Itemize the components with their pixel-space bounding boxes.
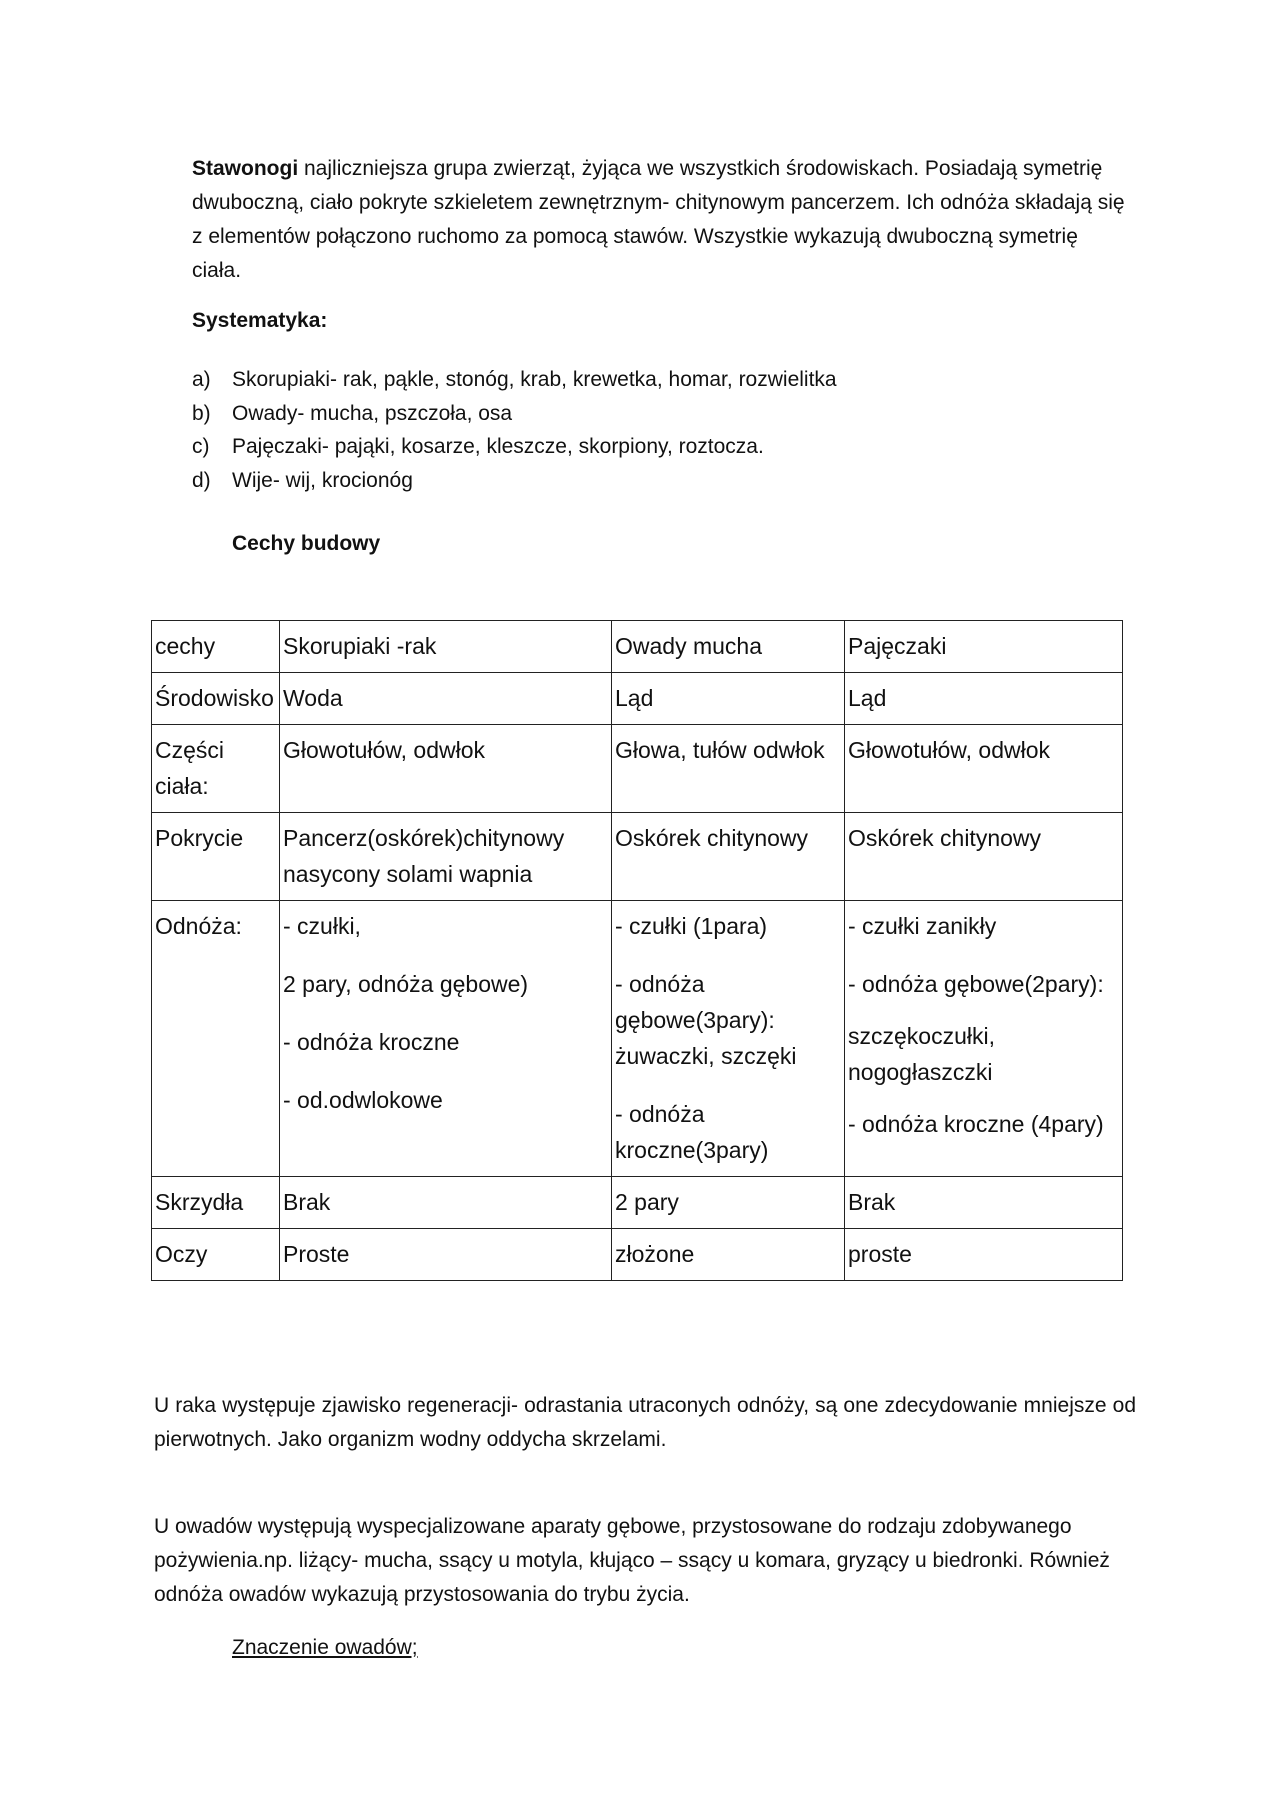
list-marker: c) xyxy=(192,435,210,458)
systematyka-heading: Systematyka: xyxy=(192,309,328,332)
cell-line: - odnóża kroczne (4pary) xyxy=(848,1111,1104,1137)
table-cell: Proste xyxy=(280,1229,612,1281)
table-cell: Ląd xyxy=(612,673,845,725)
table-cell: Brak xyxy=(845,1177,1123,1229)
table-cell xyxy=(280,901,612,1177)
row-label: Skrzydła xyxy=(152,1177,280,1229)
row-label: Środowisko xyxy=(152,673,280,725)
cechy-budowy-heading: Cechy budowy xyxy=(232,532,381,555)
table-cell: Pancerz(oskórek)chitynowy nasycony solami wapnia xyxy=(280,813,612,901)
cell-line: 2 pary, odnóża gębowe) xyxy=(283,971,529,997)
list-marker: b) xyxy=(192,401,211,425)
table-cell: Głowa, tułów odwłok xyxy=(612,725,845,813)
cell-line: - czułki, xyxy=(283,913,361,939)
row-label: Części ciała: xyxy=(152,725,280,813)
table-row xyxy=(152,1177,1123,1229)
list-item xyxy=(192,464,837,498)
systematyka-list xyxy=(192,363,837,497)
table-cell: Głowotułów, odwłok xyxy=(845,725,1123,813)
cell-line: - od.odwlokowe xyxy=(283,1087,443,1113)
table-header-row xyxy=(152,621,1123,673)
list-item xyxy=(192,397,837,431)
owady-paragraph: U owadów występują wyspecjalizowane aparaty gębowe, przystosowane do rodzaju zdobywanego pożywienia.np. liżący- mucha, ssący u motyla, kłująco – ssący u komara, gryzący u biedronki. Również odnóża owadów wykazują przystosowania do trybu życia. xyxy=(154,1515,1110,1606)
cell-line: - odnóża gębowe(3pary): żuwaczki, szczęki xyxy=(615,971,797,1069)
list-item-text: Owady- mucha, pszczoła, osa xyxy=(232,401,513,425)
table-cell xyxy=(612,901,845,1177)
table-cell: złożone xyxy=(612,1229,845,1281)
row-label: Pokrycie xyxy=(152,813,280,901)
row-label: Oczy xyxy=(152,1229,280,1281)
table-header-cell: Skorupiaki -rak xyxy=(280,621,612,673)
cell-line: szczękoczułki, nogogłaszczki xyxy=(848,1023,995,1085)
znaczenie-heading: Znaczenie owadów; xyxy=(232,1636,418,1659)
list-marker: a) xyxy=(192,368,211,391)
list-item xyxy=(192,430,837,464)
table-cell: Brak xyxy=(280,1177,612,1229)
list-item-text: Wije- wij, krocionóg xyxy=(232,468,413,492)
table-cell: Głowotułów, odwłok xyxy=(280,725,612,813)
table-row xyxy=(152,1229,1123,1281)
list-item-text: Pajęczaki- pająki, kosarze, kleszcze, skorpiony, roztocza. xyxy=(232,435,764,458)
cell-line: - czułki zanikły xyxy=(848,913,997,939)
table-header-cell: Pajęczaki xyxy=(845,621,1123,673)
table-cell: 2 pary xyxy=(612,1177,845,1229)
intro-text: najliczniejsza grupa zwierząt, żyjąca we wszystkich środowiskach. Posiadają symetrię dwuboczną, ciało pokryte szkieletem zewnętrznym- chitynowym pancerzem. Ich odnóża składają się z elementów połączono ruchomo za pomocą stawów. Wszystkie wykazują dwuboczną symetrię ciała. xyxy=(192,157,1125,282)
row-label: Odnóża: xyxy=(152,901,280,1177)
features-table xyxy=(151,620,1123,1281)
list-marker: d) xyxy=(192,468,211,492)
list-item-text: Skorupiaki- rak, pąkle, stonóg, krab, krewetka, homar, rozwielitka xyxy=(232,368,837,391)
table-row xyxy=(152,673,1123,725)
cell-line: - odnóża gębowe(2pary): xyxy=(848,971,1104,997)
cell-line: - odnóża kroczne(3pary) xyxy=(615,1101,769,1163)
table-header-cell: cechy xyxy=(152,621,280,673)
cell-line: - odnóża kroczne xyxy=(283,1029,460,1055)
table-header-cell: Owady mucha xyxy=(612,621,845,673)
table-row xyxy=(152,901,1123,1177)
table-row xyxy=(152,725,1123,813)
intro-bold-term: Stawonogi xyxy=(192,157,299,180)
intro-paragraph xyxy=(192,152,1132,288)
table-cell: Ląd xyxy=(845,673,1123,725)
table-cell: Oskórek chitynowy xyxy=(612,813,845,901)
table-cell: Woda xyxy=(280,673,612,725)
rak-paragraph: U raka występuje zjawisko regeneracji- odrastania utraconych odnóży, są one zdecydowanie mniejsze od pierwotnych. Jako organizm wodny oddycha skrzelami. xyxy=(154,1394,1136,1451)
table-cell xyxy=(845,901,1123,1177)
list-item xyxy=(192,363,837,397)
table-row xyxy=(152,813,1123,901)
table-cell: Oskórek chitynowy xyxy=(845,813,1123,901)
table-cell: proste xyxy=(845,1229,1123,1281)
cell-line: - czułki (1para) xyxy=(615,913,768,939)
